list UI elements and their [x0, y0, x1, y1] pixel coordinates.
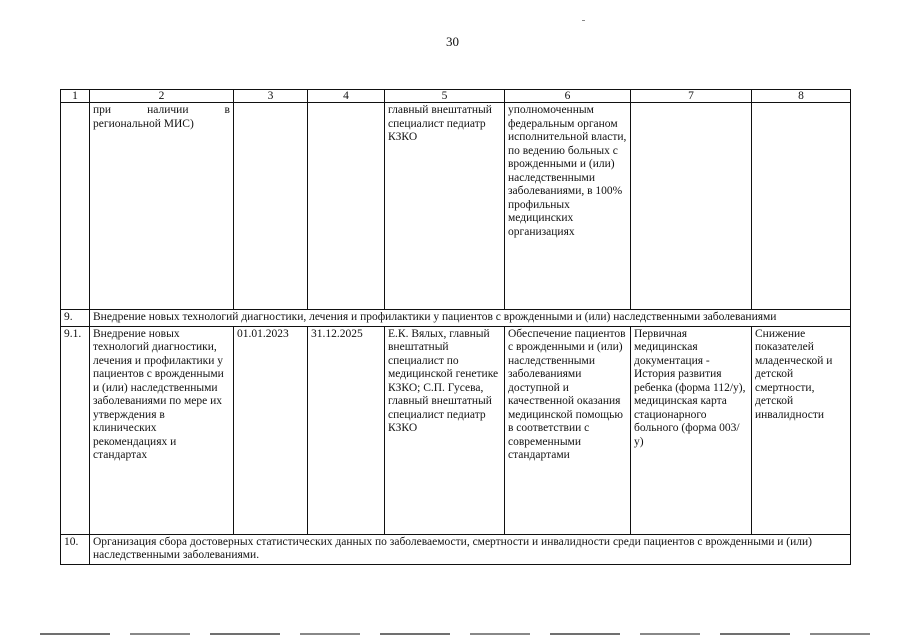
column-header: 7 [631, 90, 752, 103]
table-row-section-10 [61, 534, 851, 564]
cell-number: 9.1. [61, 326, 90, 534]
cell-end [308, 103, 385, 310]
table-row-9-1 [61, 326, 851, 534]
column-header: 6 [505, 90, 631, 103]
page-number: 30 [446, 34, 459, 49]
column-header: 8 [752, 90, 851, 103]
cell-start [234, 103, 308, 310]
cell-indicator [752, 103, 851, 310]
column-header: 4 [308, 90, 385, 103]
cell-start: 01.01.2023 [234, 326, 308, 534]
cell-responsible: Е.К. Вялых, главный внештатный специалист по медицинской генетике КЗКО; С.П. Гусева, главный внештатный специалист педиатр КЗКО [385, 326, 505, 534]
table-row-section-9 [61, 310, 851, 327]
column-header: 2 [90, 90, 234, 103]
cell-document [631, 103, 752, 310]
cell-result: уполномоченным федеральным органом исполнительной власти, по ведению больных с врожденными и (или) наследственными заболеваниями, в 100% профильных медицинских организациях [505, 103, 631, 310]
cell-activity: Внедрение новых технологий диагностики, лечения и профилактики у пациентов с врожденными и (или) наследственными заболеваниями по мере их утверждения в клинических рекомендациях и стандартах [90, 326, 234, 534]
section-number: 9. [61, 310, 90, 327]
plan-table [60, 89, 851, 565]
column-header: 1 [61, 90, 90, 103]
cell-result: Обеспечение пациентов с врожденными и (или) наследственными заболеваниями доступной и качественной оказания медицинской помощью в соответствии с современными стандартами [505, 326, 631, 534]
cell-end: 31.12.2025 [308, 326, 385, 534]
section-title: Организация сбора достоверных статистических данных по заболеваемости, смертности и инвалидности среди пациентов с врожденными и (или) наследственными заболеваниями. [90, 534, 851, 564]
cell-activity: при наличии в региональной МИС) [90, 103, 234, 310]
cell-responsible: главный внештатный специалист педиатр КЗКО [385, 103, 505, 310]
cell-document: Первичная медицинская документация - История развития ребенка (форма 112/у), медицинская карта стационарного больного (форма 003/у) [631, 326, 752, 534]
section-title: Внедрение новых технологий диагностики, лечения и профилактики у пациентов с врожденными и (или) наследственными заболеваниями [90, 310, 851, 327]
cell-indicator: Снижение показателей младенческой и детской смертности, детской инвалидности [752, 326, 851, 534]
scan-speck [582, 20, 585, 21]
column-header: 5 [385, 90, 505, 103]
cell-number [61, 103, 90, 310]
table-header-row [61, 90, 851, 103]
scan-bottom-edge [40, 633, 880, 635]
section-number: 10. [61, 534, 90, 564]
column-header: 3 [234, 90, 308, 103]
table-row-continuation [61, 103, 851, 310]
